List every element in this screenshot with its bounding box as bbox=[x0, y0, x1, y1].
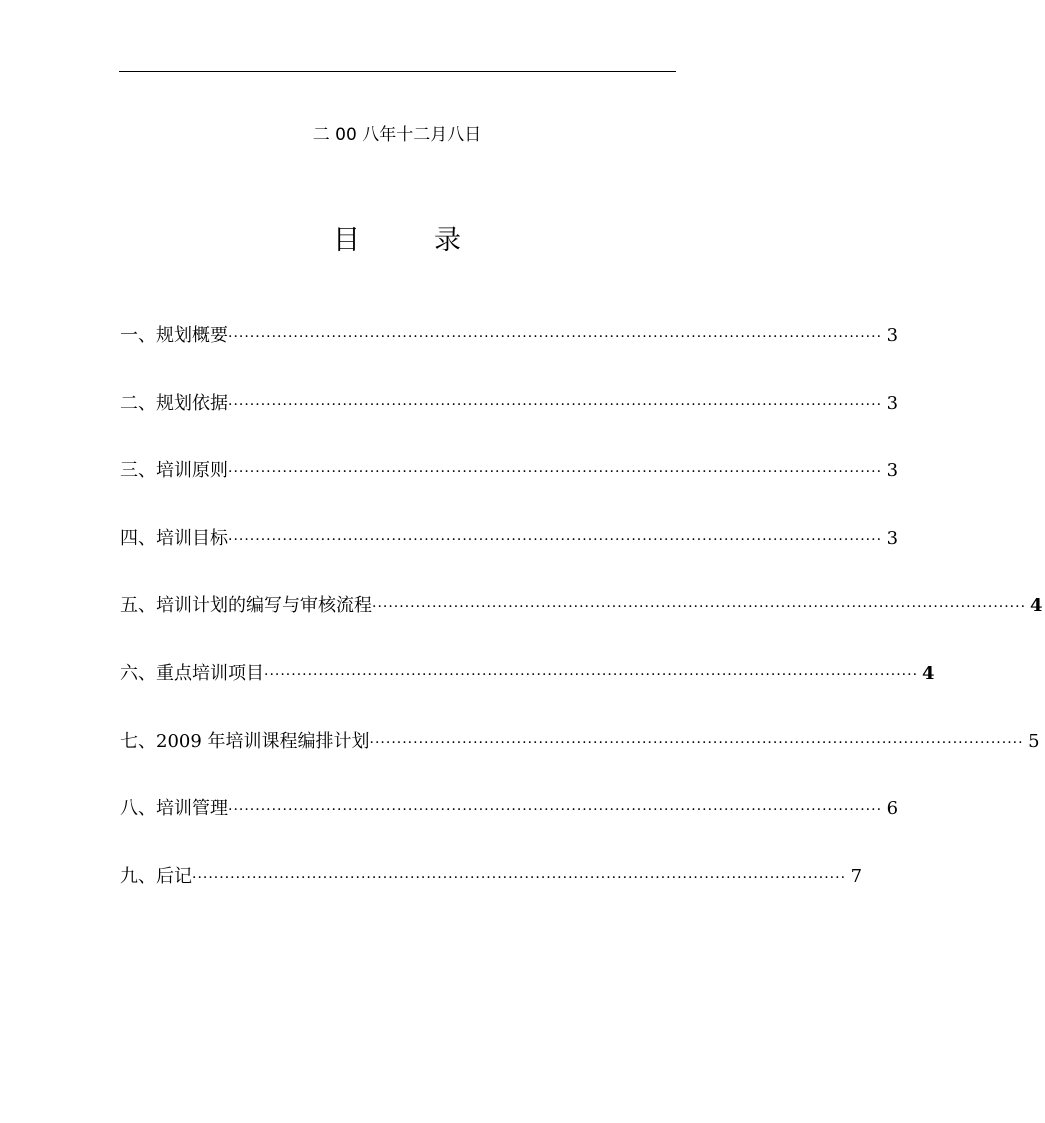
toc-entry-label: 五、培训计划的编写与审核流程 bbox=[120, 595, 372, 616]
toc-entry-page: 3 bbox=[886, 528, 899, 549]
toc-entry[interactable] bbox=[120, 730, 1040, 754]
toc-entry-page: 3 bbox=[886, 393, 899, 414]
document-date: 二 00 八年十二月八日 bbox=[312, 125, 482, 145]
toc-entry-label: 四、培训目标 bbox=[120, 528, 228, 549]
toc-entry[interactable] bbox=[120, 865, 863, 889]
toc-leader-dots: ························································································································ bbox=[228, 397, 883, 413]
toc-heading-char-2: 录 bbox=[434, 225, 461, 256]
toc-entry[interactable] bbox=[120, 527, 899, 551]
toc-leader-dots: ························································································································ bbox=[369, 735, 1024, 751]
toc-entry-label: 六、重点培训项目 bbox=[120, 663, 264, 684]
toc-entry-label: 一、规划概要 bbox=[120, 325, 228, 346]
toc-leader-dots: ························································································································ bbox=[228, 802, 883, 818]
toc-entry-page: 7 bbox=[850, 866, 863, 887]
toc-entry-label: 八、培训管理 bbox=[120, 798, 228, 819]
toc-entry-page: 3 bbox=[886, 325, 899, 346]
toc-leader-dots: ························································································································ bbox=[228, 464, 883, 480]
toc-leader-dots: ························································································································ bbox=[192, 870, 847, 886]
toc-entry-page: 5 bbox=[1028, 731, 1040, 752]
toc-entry-label: 二、规划依据 bbox=[120, 393, 228, 414]
toc-entry-label: 七、2009 年培训课程编排计划 bbox=[120, 731, 370, 752]
toc-entry-label: 九、后记 bbox=[120, 866, 192, 887]
toc-entry-page: 4 bbox=[1030, 595, 1043, 616]
toc-heading bbox=[0, 223, 794, 259]
toc-entry[interactable] bbox=[120, 459, 899, 483]
toc-entry[interactable] bbox=[120, 324, 899, 348]
toc-entry[interactable] bbox=[120, 392, 899, 416]
toc-entry[interactable] bbox=[120, 594, 1043, 618]
toc-entry-page: 4 bbox=[922, 663, 935, 684]
toc-entry[interactable] bbox=[120, 797, 899, 821]
toc-leader-dots: ························································································································ bbox=[228, 532, 883, 548]
toc-leader-dots: ························································································································ bbox=[228, 329, 883, 345]
toc-entry[interactable] bbox=[120, 662, 935, 686]
toc-leader-dots: ························································································································ bbox=[264, 667, 919, 683]
toc-entry-page: 6 bbox=[886, 798, 899, 819]
toc-heading-char-1: 目 bbox=[333, 225, 360, 256]
toc-entry-label: 三、培训原则 bbox=[120, 460, 228, 481]
toc-entry-page: 3 bbox=[886, 460, 899, 481]
toc-leader-dots: ························································································································ bbox=[372, 599, 1027, 615]
header-rule bbox=[119, 71, 676, 72]
